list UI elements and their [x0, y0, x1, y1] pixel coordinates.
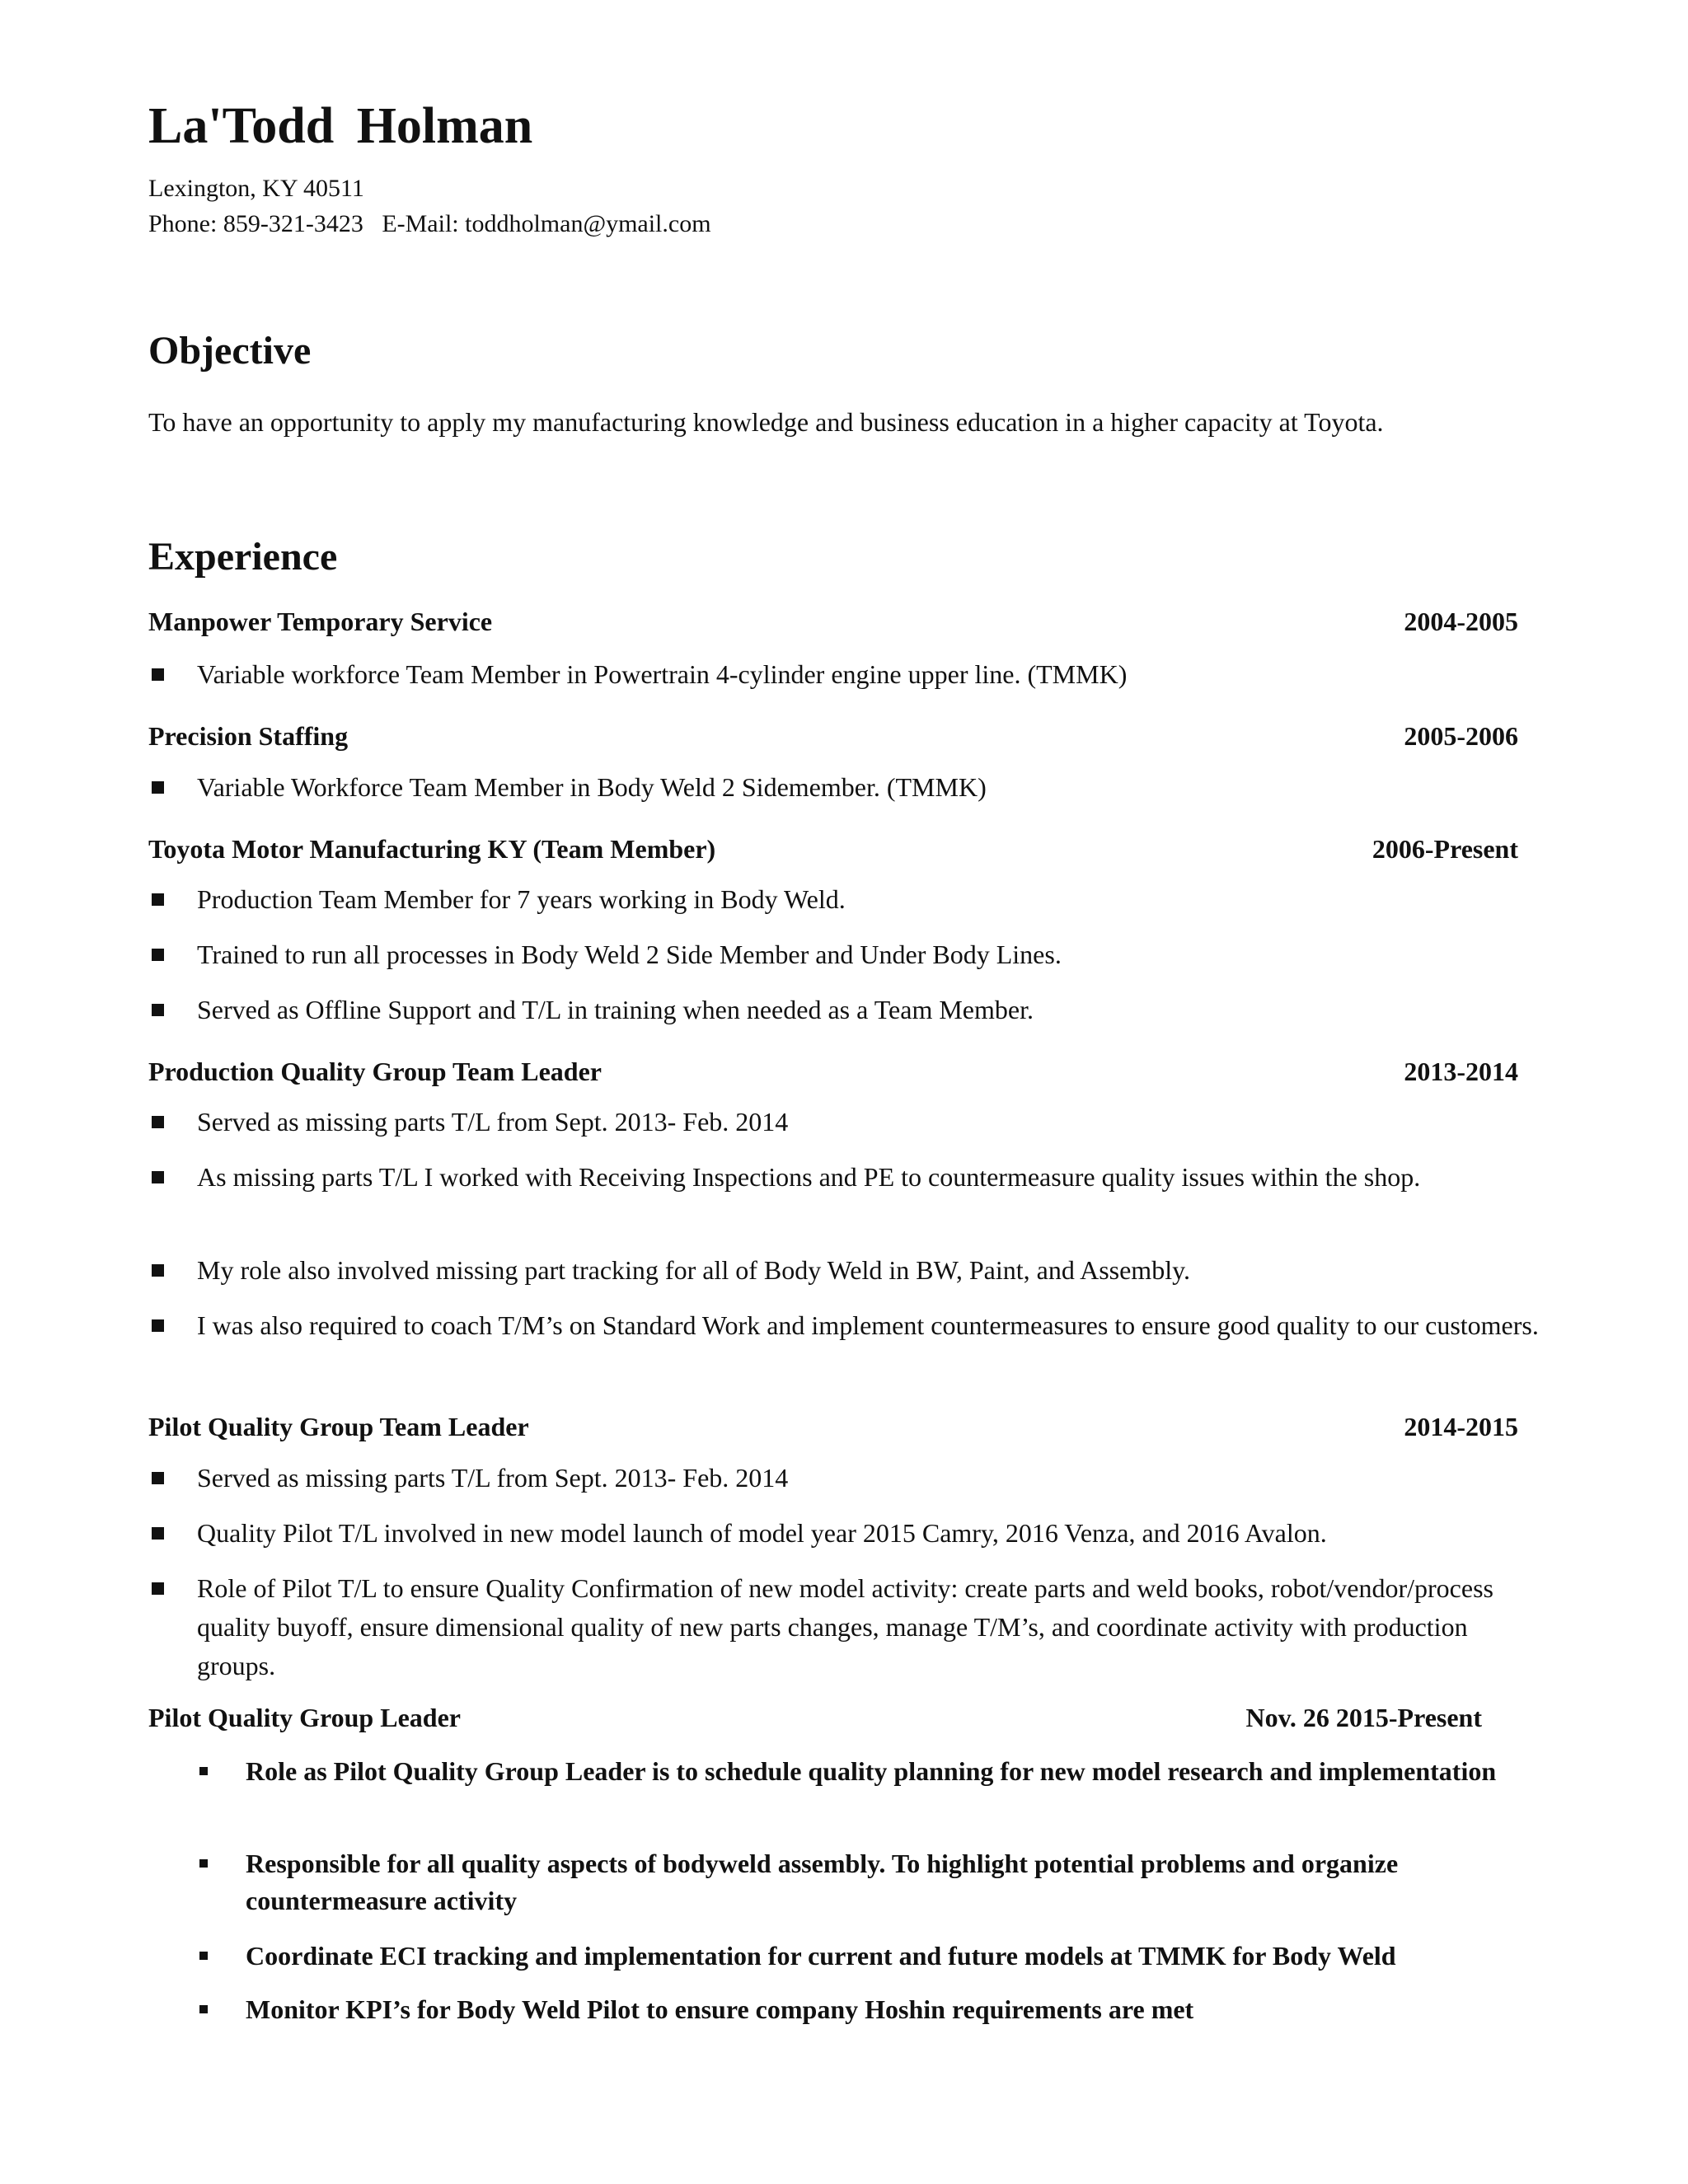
small-square-bullet-icon [199, 2005, 208, 2013]
job-bullet-text: Quality Pilot T/L involved in new model launch of model year 2015 Camry, 2016 Venza, and 2016 Avalon. [197, 1518, 1327, 1548]
square-bullet-icon [152, 1171, 164, 1183]
candidate-name: La'Todd Holman [148, 98, 533, 154]
square-bullet-icon [152, 893, 164, 906]
job-bullet [148, 1459, 1541, 1497]
job-dates: 2004-2005 [1404, 607, 1518, 636]
job-bullet-text: Trained to run all processes in Body Weld 2 Side Member and Under Body Lines. [197, 940, 1062, 969]
job-title: Toyota Motor Manufacturing KY (Team Member) [148, 834, 716, 864]
square-bullet-icon [152, 1319, 164, 1332]
job-bullet [198, 1753, 1533, 1790]
small-square-bullet-icon [199, 1767, 208, 1775]
job-bullet [148, 880, 1541, 919]
job-bullet [148, 1569, 1541, 1685]
job-bullet [148, 935, 1541, 974]
job-title: Production Quality Group Team Leader [148, 1057, 602, 1086]
job-bullet-text: Served as Offline Support and T/L in training when needed as a Team Member. [197, 995, 1034, 1024]
job-bullet-text: Variable Workforce Team Member in Body Weld 2 Sidemember. (TMMK) [197, 772, 987, 802]
job-bullet [148, 1514, 1541, 1553]
job-bullet-text: Responsible for all quality aspects of bodyweld assembly. To highlight potential problems and organize countermeasure activity [246, 1849, 1399, 1915]
job-dates: 2014-2015 [1404, 1412, 1518, 1441]
square-bullet-icon [152, 1582, 164, 1595]
job-title: Pilot Quality Group Team Leader [148, 1412, 529, 1441]
square-bullet-icon [152, 781, 164, 794]
small-square-bullet-icon [199, 1952, 208, 1960]
job-bullet [198, 1845, 1533, 1919]
job-bullet [198, 1991, 1533, 2028]
square-bullet-icon [152, 668, 164, 681]
square-bullet-icon [152, 1527, 164, 1540]
address-line: Lexington, KY 40511 [148, 175, 364, 202]
square-bullet-icon [152, 1116, 164, 1128]
job-bullet-text: Served as missing parts T/L from Sept. 2013- Feb. 2014 [197, 1463, 789, 1493]
job-title: Pilot Quality Group Leader [148, 1703, 461, 1732]
job-bullet-text: As missing parts T/L I worked with Receiving Inspections and PE to countermeasure quality issues within the shop. [197, 1162, 1421, 1192]
job-bullet-text: I was also required to coach T/M’s on Standard Work and implement countermeasures to ensure good quality to our customers. [197, 1310, 1539, 1340]
job-dates: 2006-Present [1372, 834, 1518, 864]
square-bullet-icon [152, 1472, 164, 1484]
square-bullet-icon [152, 949, 164, 961]
job-bullet-text: Variable workforce Team Member in Powertrain 4-cylinder engine upper line. (TMMK) [197, 659, 1128, 689]
objective-heading: Objective [148, 329, 312, 373]
job-bullet-text: Monitor KPI’s for Body Weld Pilot to ensure company Hoshin requirements are met [246, 1994, 1194, 2024]
job-bullet-text: Role of Pilot T/L to ensure Quality Confirmation of new model activity: create parts and weld books, robot/vendor/process quality buyoff, ensure dimensional quality of new parts changes, manage T/M’s, and coordinate activity with production groups. [197, 1573, 1493, 1680]
contact-line: Phone: 859-321-3423 E-Mail: toddholman@ymail.com [148, 210, 711, 237]
job-bullet-text: Coordinate ECI tracking and implementation for current and future models at TMMK for Body Weld [246, 1941, 1396, 1971]
job-dates: Nov. 26 2015-Present [1245, 1703, 1482, 1732]
job-bullet [148, 1158, 1541, 1197]
job-bullet-text: Served as missing parts T/L from Sept. 2013- Feb. 2014 [197, 1107, 789, 1137]
job-title: Precision Staffing [148, 721, 349, 751]
square-bullet-icon [152, 1004, 164, 1016]
job-bullet-text: Role as Pilot Quality Group Leader is to schedule quality planning for new model research and implementation [246, 1756, 1497, 1786]
job-bullet-text: Production Team Member for 7 years working in Body Weld. [197, 884, 846, 914]
job-bullet [148, 1306, 1541, 1345]
job-bullet [148, 1251, 1541, 1290]
job-dates: 2005-2006 [1404, 721, 1518, 751]
job-bullet [148, 1103, 1541, 1141]
square-bullet-icon [152, 1264, 164, 1277]
objective-text: To have an opportunity to apply my manufacturing knowledge and business education in a higher capacity at Toyota. [148, 407, 1384, 437]
job-bullet [148, 655, 1541, 694]
job-dates: 2013-2014 [1404, 1057, 1518, 1086]
job-bullet [148, 991, 1541, 1029]
job-title: Manpower Temporary Service [148, 607, 493, 636]
job-bullet [198, 1938, 1533, 1975]
job-bullet-text: My role also involved missing part tracking for all of Body Weld in BW, Paint, and Assembly. [197, 1255, 1190, 1285]
job-bullet [148, 768, 1541, 807]
small-square-bullet-icon [199, 1859, 208, 1868]
experience-heading: Experience [148, 535, 338, 579]
